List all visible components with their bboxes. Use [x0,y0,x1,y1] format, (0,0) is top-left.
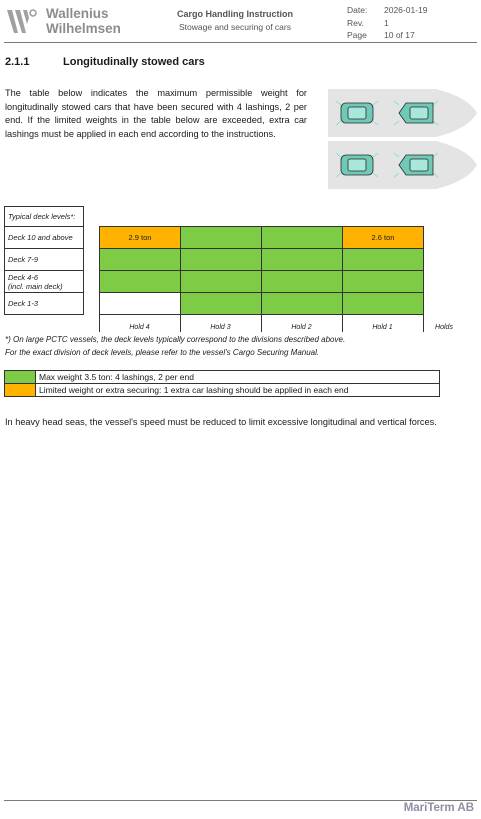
deck-level-notes [5,333,475,359]
hold-weight-cell [99,292,181,315]
legend-swatch-green [5,371,36,383]
hold-weight-cell [180,270,262,293]
hold-weight-cell: 2.9 ton [99,226,181,249]
legend-row-green [4,370,440,384]
legend-row-orange [4,383,440,397]
color-legend [4,371,440,397]
legend-text-green: Max weight 3.5 ton: 4 lashings, 2 per end [39,372,194,383]
legend-swatch-orange [5,384,36,396]
hold-weight-cell: 2.6 ton [342,226,424,249]
meta-date: Date: 2026-01-19 [347,5,428,15]
hold-weight-cell [342,292,424,315]
deck-level-label: Deck 10 and above [4,226,84,249]
hold-label: Hold 1 [372,324,393,331]
hold-weight-cell [261,270,343,293]
hold-weight-cell [99,270,181,293]
document-meta [347,4,427,42]
deck-levels-header: Typical deck levels*: [4,206,84,227]
hold-column-separator [423,314,424,332]
hold-weight-cell [342,248,424,271]
car-icon [336,153,378,177]
document-title: Cargo Handling Instruction [177,9,293,19]
hold-weight-cell [342,270,424,293]
car-icon [336,101,378,125]
hold-weight-cell [180,226,262,249]
section-number: 2.1.1 [5,56,30,68]
deck-level-label: Deck 4-6 (incl. main deck) [4,270,84,293]
logo-line-2: Wilhelmsen [46,21,121,36]
hold-weight-cell [261,248,343,271]
ship-deck-illustration [328,85,477,190]
holds-caption: Holds [435,324,453,331]
hold-label: Hold 4 [129,324,150,331]
wallenius-logo-mark [6,6,38,36]
intro-paragraph: The table below indicates the maximum permissible weight for longitudinally stowed cars that have been secured with 4 lashings, 2 per end. If the limited weights in the table below are exceeded, extra car lashings must be applied in each end according to the instructions. [5,88,307,139]
deck-level-label: Deck 7-9 [4,248,84,271]
hold-weight-cell [180,248,262,271]
hold-weight-cell [99,248,181,271]
legend-text-orange: Limited weight or extra securing: 1 extra car lashing should be applied in each end [39,385,349,396]
footer-divider [4,800,477,801]
footer-brand: MariTerm AB [403,802,474,814]
meta-page: Page 10 of 17 [347,30,415,40]
hold-label: Hold 3 [210,324,231,331]
deck-level-label: Deck 1-3 [4,292,84,315]
note-line-2: For the exact division of deck levels, please refer to the vessel's Cargo Securing Manual. [5,348,320,357]
hold-weight-cell [261,226,343,249]
hold-weight-cell [261,292,343,315]
hold-weight-cell [180,292,262,315]
header-divider [4,42,477,43]
document-subtitle: Stowage and securing of cars [179,22,291,32]
hold-label: Hold 2 [291,324,312,331]
logo-line-1: Wallenius [46,6,109,21]
closing-paragraph: In heavy head seas, the vessel's speed must be reduced to limit excessive longitudinal and vertical forces. [5,417,437,427]
note-line-1: *) On large PCTC vessels, the deck levels typically correspond to the divisions described above. [5,335,346,344]
company-logo-text [46,6,121,36]
meta-revision: Rev. 1 [347,17,389,28]
section-title: Longitudinally stowed cars [63,56,205,68]
